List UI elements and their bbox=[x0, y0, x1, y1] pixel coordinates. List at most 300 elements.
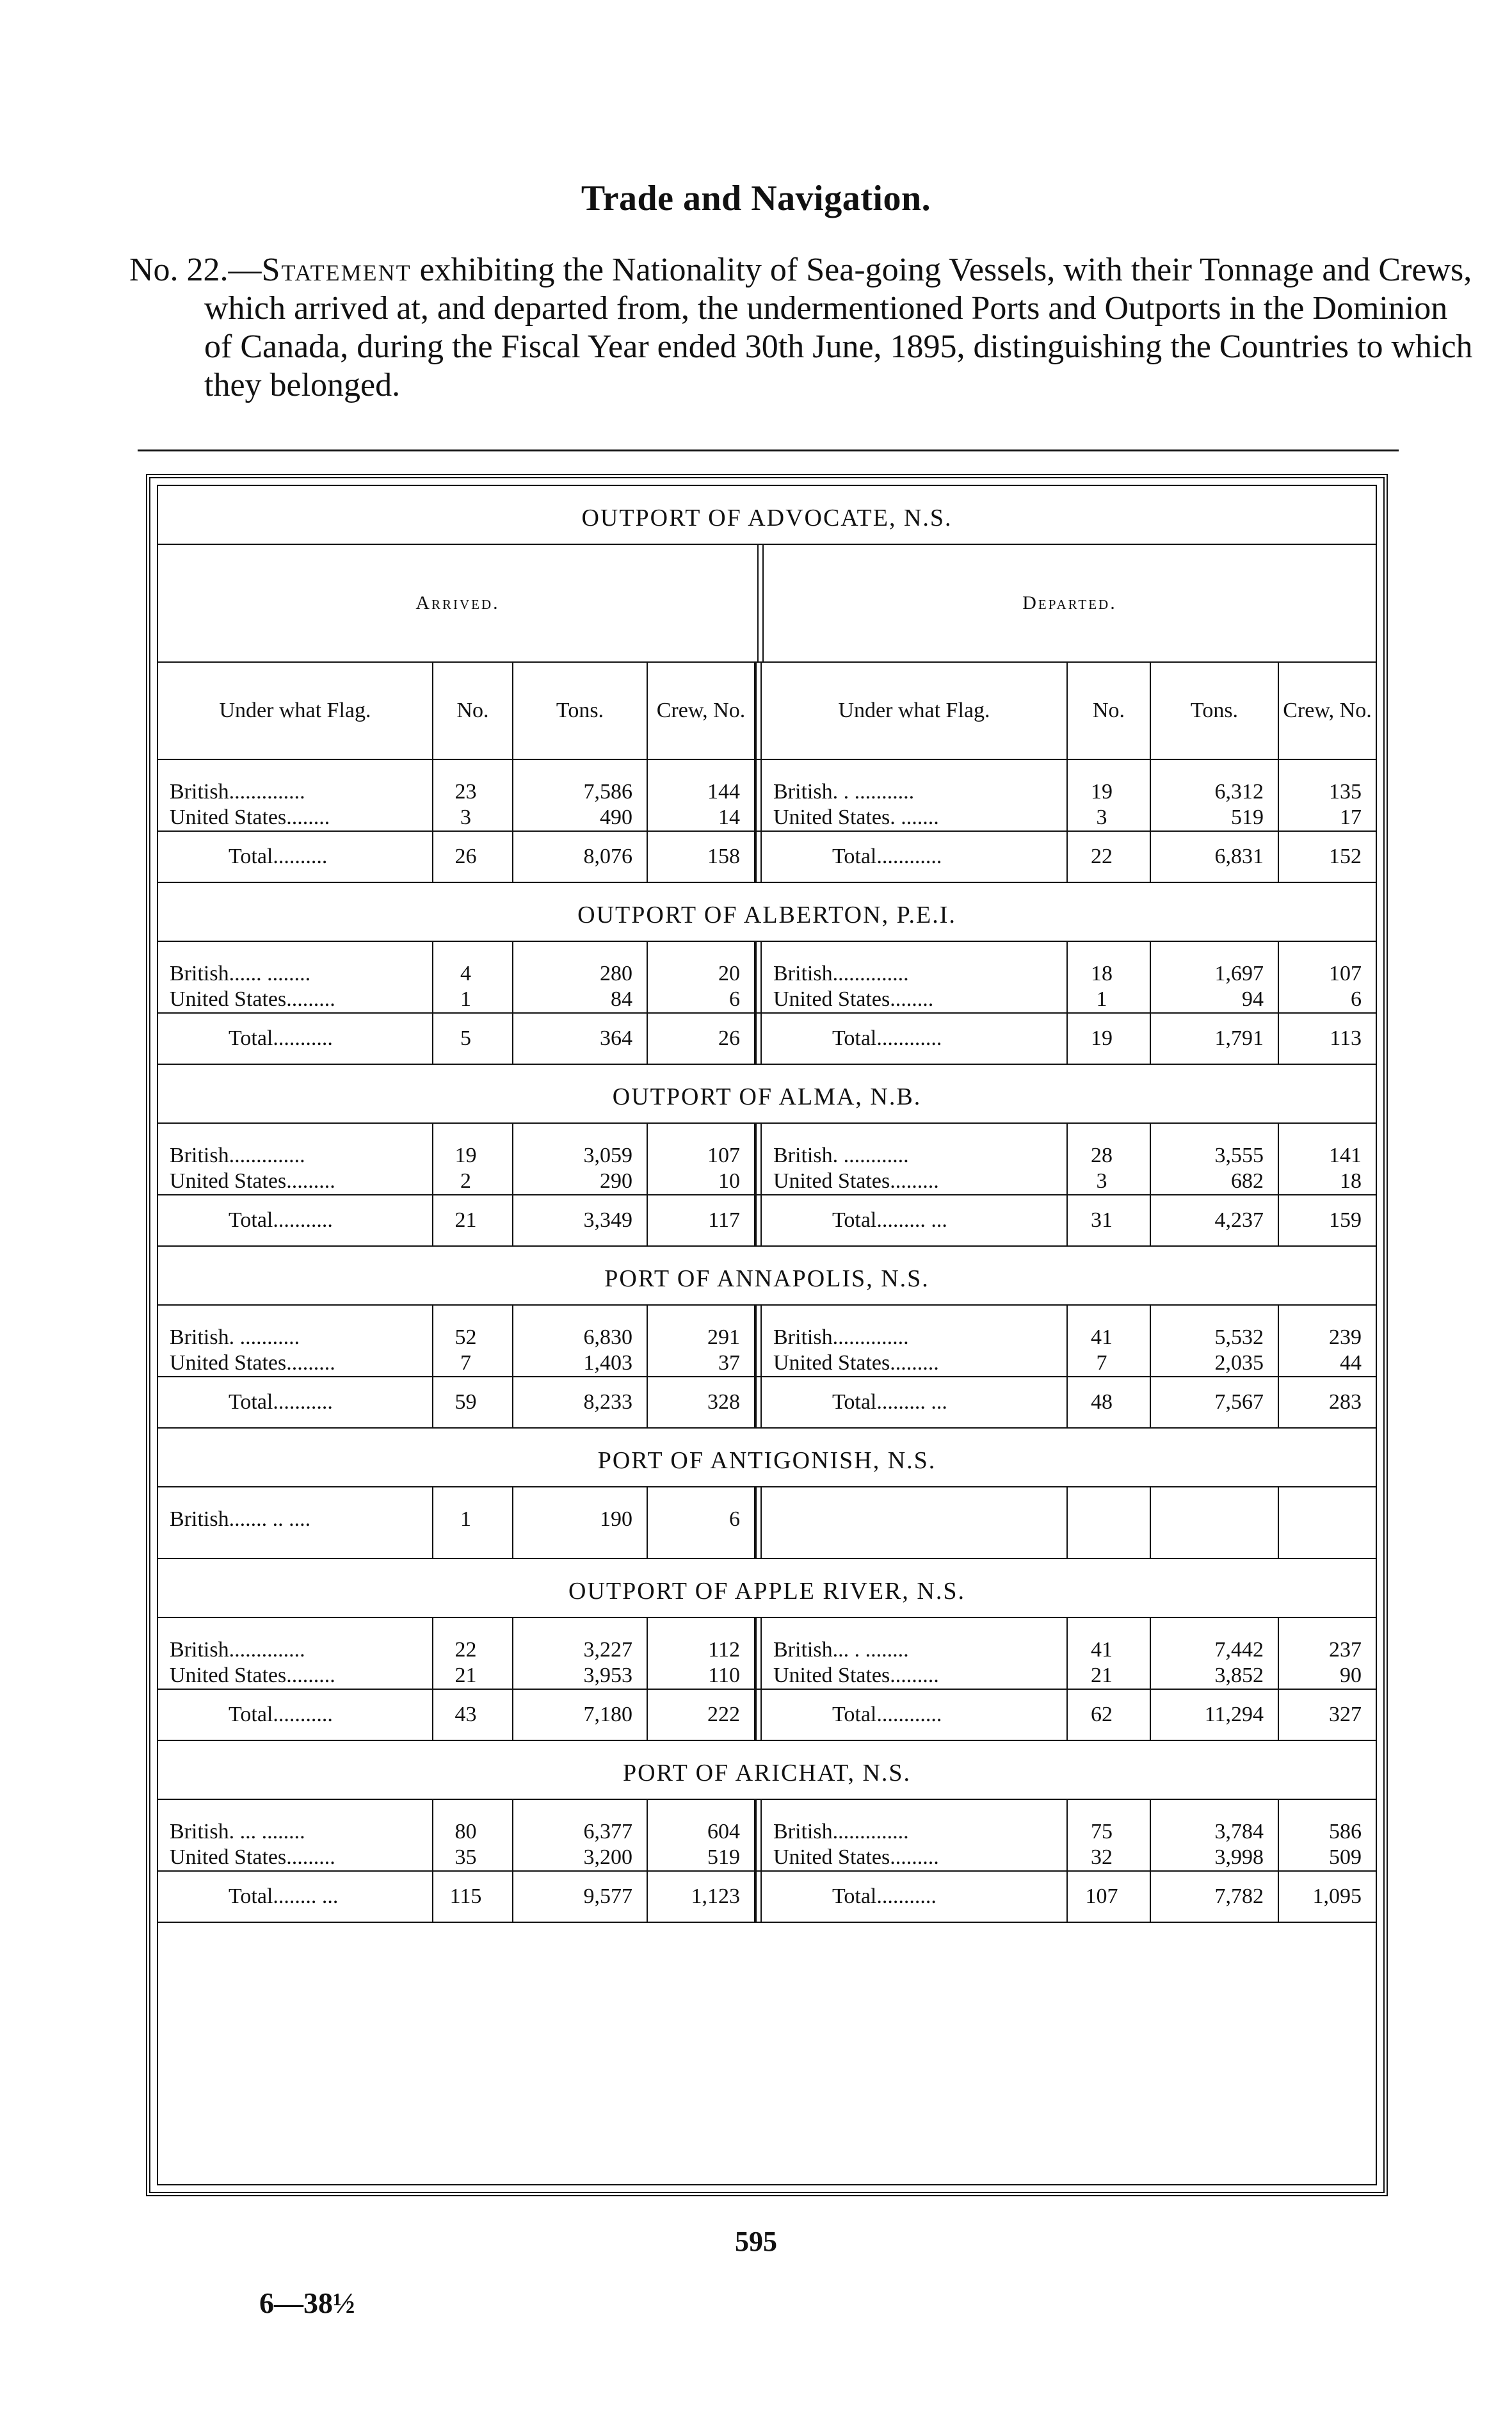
cell bbox=[158, 1618, 433, 1637]
port-title: PORT OF ANNAPOLIS, N.S. bbox=[158, 1247, 1376, 1306]
double-rule bbox=[755, 1169, 762, 1194]
arrived-total-label: Total........... bbox=[158, 1195, 433, 1245]
cell bbox=[1151, 1306, 1279, 1325]
double-rule bbox=[755, 1532, 762, 1558]
departed-tons-cell: 3,784 bbox=[1151, 1819, 1279, 1845]
cell bbox=[433, 1487, 513, 1507]
row-spacer bbox=[158, 760, 1376, 779]
departed-total-label: Total............ bbox=[762, 1690, 1068, 1740]
departed-total-crew: 159 bbox=[1329, 1208, 1362, 1232]
arrived-crew-cell: 6 bbox=[648, 987, 755, 1012]
cell bbox=[1151, 1800, 1279, 1819]
cell bbox=[762, 942, 1068, 961]
arrived-tons-cell: 490 bbox=[513, 805, 648, 830]
intro-rule bbox=[138, 450, 1399, 451]
departed-tons-cell: 3,998 bbox=[1151, 1845, 1279, 1870]
departed-crew-cell: 90 bbox=[1340, 1664, 1362, 1687]
cell bbox=[1068, 1800, 1151, 1819]
cell bbox=[648, 1487, 755, 1507]
arrived-tons-cell: 280 bbox=[513, 961, 648, 987]
departed-crew-cell: 44 bbox=[1340, 1351, 1362, 1375]
statement-intro bbox=[129, 251, 1475, 405]
port-block bbox=[158, 760, 1376, 883]
cell bbox=[1151, 1124, 1279, 1143]
cell bbox=[648, 1124, 755, 1143]
double-rule bbox=[755, 1377, 762, 1427]
double-rule bbox=[755, 987, 762, 1012]
arrived-no-cell: 23 bbox=[433, 779, 513, 805]
cell bbox=[158, 1800, 433, 1819]
arrived-total-tons: 364 bbox=[513, 1014, 648, 1064]
arrived-total-tons: 3,349 bbox=[513, 1195, 648, 1245]
double-rule bbox=[755, 1663, 762, 1689]
arrived-total-tons: 7,180 bbox=[513, 1690, 648, 1740]
departed-tons-cell: 3,555 bbox=[1151, 1143, 1279, 1169]
cell bbox=[648, 942, 755, 961]
cell bbox=[158, 942, 433, 961]
row-spacer bbox=[158, 1800, 1376, 1819]
departed-total-no: 31 bbox=[1068, 1195, 1151, 1245]
arrived-total-no: 26 bbox=[433, 832, 513, 882]
departed-total-tons: 7,782 bbox=[1151, 1872, 1279, 1922]
arrived-no-cell: 35 bbox=[433, 1845, 513, 1870]
double-rule bbox=[755, 1690, 762, 1740]
arrived-total-no: 43 bbox=[433, 1690, 513, 1740]
departed-total-no: 107 bbox=[1068, 1872, 1151, 1922]
cell bbox=[433, 1618, 513, 1637]
arrived-tons-cell: 190 bbox=[513, 1507, 648, 1532]
cell bbox=[762, 1306, 1068, 1325]
departed-tons-cell: 5,532 bbox=[1151, 1325, 1279, 1350]
port-block bbox=[158, 1124, 1376, 1247]
departed-tons-cell: 3,852 bbox=[1151, 1663, 1279, 1689]
total-row bbox=[158, 1194, 1376, 1245]
departed-no-cell: 21 bbox=[1068, 1663, 1151, 1689]
arrived-no-cell: 1 bbox=[433, 987, 513, 1012]
departed-total-crew: 327 bbox=[1329, 1703, 1362, 1726]
arrived-flag-cell: British....... .. .... bbox=[158, 1507, 433, 1532]
departed-total-crew: 1,095 bbox=[1312, 1884, 1362, 1908]
double-rule bbox=[755, 1487, 762, 1507]
cell bbox=[158, 1124, 433, 1143]
arrived-tons-cell: 3,227 bbox=[513, 1637, 648, 1663]
cell bbox=[1279, 1532, 1376, 1558]
cell bbox=[158, 760, 433, 779]
arrived-crew-cell: 110 bbox=[648, 1663, 755, 1689]
cell bbox=[1068, 1487, 1151, 1507]
departed-crew-cell: 239 bbox=[1329, 1325, 1362, 1349]
arrived-total-crew: 117 bbox=[648, 1195, 755, 1245]
cell bbox=[158, 1306, 433, 1325]
arrived-total-tons: 8,233 bbox=[513, 1377, 648, 1427]
departed-no-cell: 1 bbox=[1068, 987, 1151, 1012]
arrived-total-no: 21 bbox=[433, 1195, 513, 1245]
table-row bbox=[158, 961, 1376, 987]
arrived-flag-cell: British.............. bbox=[158, 1637, 433, 1663]
departed-tons-cell: 519 bbox=[1151, 805, 1279, 830]
departed-crew-cell: 586 bbox=[1329, 1820, 1362, 1843]
departed-crew-cell: 18 bbox=[1340, 1169, 1362, 1193]
port-block bbox=[158, 1306, 1376, 1429]
port-title: OUTPORT OF ALBERTON, P.E.I. bbox=[158, 883, 1376, 942]
arrived-flag-cell: United States......... bbox=[158, 1350, 433, 1376]
cell bbox=[1279, 942, 1376, 961]
departed-no-cell: 32 bbox=[1068, 1845, 1151, 1870]
arrived-col-no: No. bbox=[433, 663, 513, 759]
double-rule bbox=[755, 1637, 762, 1663]
departed-flag-cell: British.............. bbox=[762, 1325, 1068, 1350]
arrived-tons-cell: 84 bbox=[513, 987, 648, 1012]
departed-total-no: 48 bbox=[1068, 1377, 1151, 1427]
departed-no-cell: 3 bbox=[1068, 805, 1151, 830]
total-row bbox=[158, 1012, 1376, 1064]
arrived-total-no: 59 bbox=[433, 1377, 513, 1427]
double-rule bbox=[755, 1872, 762, 1922]
departed-tons-cell: 94 bbox=[1151, 987, 1279, 1012]
table-row bbox=[158, 1325, 1376, 1350]
cell bbox=[433, 942, 513, 961]
arrived-crew-cell: 291 bbox=[648, 1325, 755, 1350]
departed-crew-cell: 17 bbox=[1340, 806, 1362, 829]
table-row bbox=[158, 1663, 1376, 1689]
departed-total-label: Total............ bbox=[762, 832, 1068, 882]
arrived-header: Arrived. bbox=[415, 592, 500, 613]
section-header-row bbox=[158, 545, 1376, 663]
departed-flag-cell: British. . ........... bbox=[762, 779, 1068, 805]
departed-total-tons: 7,567 bbox=[1151, 1377, 1279, 1427]
departed-crew-cell: 6 bbox=[1351, 987, 1362, 1011]
departed-no-cell: 41 bbox=[1068, 1325, 1151, 1350]
statement-text: exhibiting the Nationality of Sea-going Vessels, with their Tonnage and Crews, which arrived at, and departed from, the undermentioned Ports and Outports in the Dominion of Canada, during the Fiscal Year ended 30th June, 1895, distinguishing the Countries to which they belonged. bbox=[204, 252, 1473, 403]
statistics-table-frame bbox=[146, 474, 1388, 2196]
arrived-total-crew: 328 bbox=[648, 1377, 755, 1427]
arrived-tons-cell: 3,059 bbox=[513, 1143, 648, 1169]
arrived-flag-cell: United States......... bbox=[158, 1169, 433, 1194]
table-row bbox=[158, 1350, 1376, 1376]
departed-flag-cell: British.............. bbox=[762, 961, 1068, 987]
port-title: PORT OF ANTIGONISH, N.S. bbox=[158, 1429, 1376, 1487]
arrived-crew-cell: 20 bbox=[648, 961, 755, 987]
departed-tons-cell: 6,312 bbox=[1151, 779, 1279, 805]
cell bbox=[513, 1800, 648, 1819]
table-row bbox=[158, 987, 1376, 1012]
port-block bbox=[158, 942, 1376, 1065]
double-rule bbox=[755, 1306, 762, 1325]
departed-total-label: Total............ bbox=[762, 1014, 1068, 1064]
double-rule bbox=[755, 1819, 762, 1845]
cell bbox=[158, 1487, 433, 1507]
arrived-flag-cell: British. ........... bbox=[158, 1325, 433, 1350]
table-row bbox=[158, 805, 1376, 830]
departed-total-tons: 1,791 bbox=[1151, 1014, 1279, 1064]
page-heading: Trade and Navigation. bbox=[581, 179, 931, 218]
arrived-total-crew: 158 bbox=[648, 832, 755, 882]
double-rule bbox=[755, 1800, 762, 1819]
arrived-col-flag: Under what Flag. bbox=[158, 663, 433, 759]
arrived-flag-cell: British.............. bbox=[158, 1143, 433, 1169]
double-rule bbox=[755, 1507, 762, 1532]
arrived-crew-cell: 112 bbox=[648, 1637, 755, 1663]
arrived-no-cell: 80 bbox=[433, 1819, 513, 1845]
arrived-total-crew: 26 bbox=[648, 1014, 755, 1064]
arrived-crew-cell: 6 bbox=[648, 1507, 755, 1532]
arrived-tons-cell: 6,830 bbox=[513, 1325, 648, 1350]
departed-total-tons: 11,294 bbox=[1151, 1690, 1279, 1740]
departed-crew-cell: 237 bbox=[1329, 1638, 1362, 1662]
double-rule bbox=[755, 1143, 762, 1169]
port-title: PORT OF ARICHAT, N.S. bbox=[158, 1741, 1376, 1800]
departed-total-tons: 6,831 bbox=[1151, 832, 1279, 882]
departed-total-crew: 283 bbox=[1329, 1390, 1362, 1414]
port-title: OUTPORT OF APPLE RIVER, N.S. bbox=[158, 1559, 1376, 1618]
departed-tons-cell: 682 bbox=[1151, 1169, 1279, 1194]
cell bbox=[1279, 1124, 1376, 1143]
departed-flag-cell: United States......... bbox=[762, 1169, 1068, 1194]
arrived-no-cell: 2 bbox=[433, 1169, 513, 1194]
port-title: OUTPORT OF ADVOCATE, N.S. bbox=[158, 486, 1376, 545]
departed-total-tons: 4,237 bbox=[1151, 1195, 1279, 1245]
arrived-total-no: 5 bbox=[433, 1014, 513, 1064]
arrived-no-cell: 3 bbox=[433, 805, 513, 830]
arrived-total-label: Total........ ... bbox=[158, 1872, 433, 1922]
departed-total-crew: 152 bbox=[1329, 845, 1362, 868]
double-rule bbox=[755, 1195, 762, 1245]
cell bbox=[513, 1532, 648, 1558]
arrived-col-crew: Crew, No. bbox=[648, 663, 755, 759]
table-row bbox=[158, 1169, 1376, 1194]
arrived-crew-cell: 144 bbox=[648, 779, 755, 805]
arrived-tons-cell: 6,377 bbox=[513, 1819, 648, 1845]
cell bbox=[1151, 1618, 1279, 1637]
cell bbox=[1151, 1532, 1279, 1558]
departed-total-no: 19 bbox=[1068, 1014, 1151, 1064]
departed-total-label: Total......... ... bbox=[762, 1195, 1068, 1245]
departed-crew-cell: 509 bbox=[1329, 1845, 1362, 1869]
arrived-no-cell: 1 bbox=[433, 1507, 513, 1532]
departed-tons-cell: 1,697 bbox=[1151, 961, 1279, 987]
arrived-flag-cell: United States......... bbox=[158, 1663, 433, 1689]
arrived-flag-cell: British. ... ........ bbox=[158, 1819, 433, 1845]
double-rule bbox=[755, 1014, 762, 1064]
departed-flag-cell: United States......... bbox=[762, 1663, 1068, 1689]
double-rule bbox=[755, 832, 762, 882]
cell bbox=[648, 1306, 755, 1325]
printer-signature-mark: 6—38½ bbox=[259, 2287, 355, 2319]
departed-total-no: 62 bbox=[1068, 1690, 1151, 1740]
arrived-total-label: Total........... bbox=[158, 1690, 433, 1740]
arrived-crew-cell: 37 bbox=[648, 1350, 755, 1376]
cell bbox=[1151, 760, 1279, 779]
arrived-crew-cell: 14 bbox=[648, 805, 755, 830]
departed-flag-cell: United States........ bbox=[762, 987, 1068, 1012]
departed-tons-cell: 7,442 bbox=[1151, 1637, 1279, 1663]
table-row bbox=[158, 1819, 1376, 1845]
cell bbox=[1279, 1306, 1376, 1325]
arrived-total-tons: 8,076 bbox=[513, 832, 648, 882]
arrived-tons-cell: 3,200 bbox=[513, 1845, 648, 1870]
cell bbox=[1279, 1487, 1376, 1507]
statistics-table bbox=[157, 485, 1377, 2185]
arrived-total-label: Total.......... bbox=[158, 832, 433, 882]
double-rule bbox=[755, 779, 762, 805]
cell bbox=[513, 760, 648, 779]
total-row bbox=[158, 1870, 1376, 1922]
departed-col-no: No. bbox=[1068, 663, 1151, 759]
arrived-no-cell: 4 bbox=[433, 961, 513, 987]
cell bbox=[648, 1532, 755, 1558]
arrived-no-cell: 7 bbox=[433, 1350, 513, 1376]
arrived-total-label: Total........... bbox=[158, 1014, 433, 1064]
departed-crew-cell: 135 bbox=[1329, 780, 1362, 804]
departed-col-tons: Tons. bbox=[1151, 663, 1279, 759]
row-spacer bbox=[158, 1618, 1376, 1637]
departed-flag-cell: British. ............ bbox=[762, 1143, 1068, 1169]
port-title: OUTPORT OF ALMA, N.B. bbox=[158, 1065, 1376, 1124]
double-rule bbox=[755, 1845, 762, 1870]
table-row bbox=[158, 1143, 1376, 1169]
cell bbox=[648, 1618, 755, 1637]
cell bbox=[1068, 1532, 1151, 1558]
double-rule bbox=[757, 545, 764, 661]
departed-flag-cell: British.............. bbox=[762, 1819, 1068, 1845]
arrived-total-crew: 222 bbox=[648, 1690, 755, 1740]
row-spacer bbox=[158, 1306, 1376, 1325]
column-header-row bbox=[158, 663, 1376, 760]
double-rule bbox=[755, 760, 762, 779]
row-spacer bbox=[158, 1532, 1376, 1558]
arrived-no-cell: 22 bbox=[433, 1637, 513, 1663]
cell bbox=[1068, 942, 1151, 961]
cell bbox=[433, 1800, 513, 1819]
arrived-no-cell: 52 bbox=[433, 1325, 513, 1350]
departed-no-cell: 18 bbox=[1068, 961, 1151, 987]
arrived-crew-cell: 519 bbox=[648, 1845, 755, 1870]
departed-flag-cell bbox=[762, 1507, 1068, 1532]
departed-total-no: 22 bbox=[1068, 832, 1151, 882]
cell bbox=[1279, 1618, 1376, 1637]
port-block bbox=[158, 1487, 1376, 1559]
departed-flag-cell: United States......... bbox=[762, 1350, 1068, 1376]
departed-flag-cell: British... . ........ bbox=[762, 1637, 1068, 1663]
departed-header: Departed. bbox=[1022, 592, 1117, 613]
arrived-flag-cell: British...... ........ bbox=[158, 961, 433, 987]
double-rule bbox=[755, 663, 762, 759]
cell bbox=[433, 760, 513, 779]
row-spacer bbox=[158, 1487, 1376, 1507]
cell bbox=[158, 1532, 433, 1558]
cell bbox=[762, 1800, 1068, 1819]
row-spacer bbox=[158, 1124, 1376, 1143]
row-spacer bbox=[158, 942, 1376, 961]
departed-total-crew: 113 bbox=[1330, 1026, 1362, 1050]
cell bbox=[762, 1487, 1068, 1507]
arrived-crew-cell: 107 bbox=[648, 1143, 755, 1169]
double-rule bbox=[755, 1618, 762, 1637]
departed-no-cell: 7 bbox=[1068, 1350, 1151, 1376]
table-row bbox=[158, 1507, 1376, 1532]
table-row bbox=[158, 1637, 1376, 1663]
cell bbox=[1068, 1618, 1151, 1637]
departed-total-label: Total........... bbox=[762, 1872, 1068, 1922]
departed-no-cell: 75 bbox=[1068, 1819, 1151, 1845]
departed-col-flag: Under what Flag. bbox=[762, 663, 1068, 759]
departed-total-label: Total......... ... bbox=[762, 1377, 1068, 1427]
arrived-total-no: 115 bbox=[433, 1872, 513, 1922]
cell bbox=[762, 1532, 1068, 1558]
arrived-tons-cell: 7,586 bbox=[513, 779, 648, 805]
cell bbox=[513, 1618, 648, 1637]
arrived-flag-cell: United States......... bbox=[158, 987, 433, 1012]
double-rule bbox=[755, 961, 762, 987]
table-row bbox=[158, 779, 1376, 805]
arrived-total-label: Total........... bbox=[158, 1377, 433, 1427]
departed-crew-cell bbox=[1279, 1507, 1376, 1532]
arrived-total-crew: 1,123 bbox=[648, 1872, 755, 1922]
cell bbox=[1068, 1306, 1151, 1325]
departed-no-cell: 28 bbox=[1068, 1143, 1151, 1169]
table-row bbox=[158, 1845, 1376, 1870]
statement-number: No. 22.— bbox=[129, 252, 262, 288]
departed-no-cell: 19 bbox=[1068, 779, 1151, 805]
departed-tons-cell bbox=[1151, 1507, 1279, 1532]
cell bbox=[513, 942, 648, 961]
double-rule bbox=[755, 942, 762, 961]
arrived-tons-cell: 3,953 bbox=[513, 1663, 648, 1689]
cell bbox=[648, 760, 755, 779]
arrived-total-tons: 9,577 bbox=[513, 1872, 648, 1922]
cell bbox=[1151, 942, 1279, 961]
arrived-no-cell: 21 bbox=[433, 1663, 513, 1689]
arrived-flag-cell: United States......... bbox=[158, 1845, 433, 1870]
double-rule bbox=[755, 1325, 762, 1350]
departed-flag-cell: United States. ....... bbox=[762, 805, 1068, 830]
cell bbox=[1151, 1487, 1279, 1507]
departed-flag-cell: United States......... bbox=[762, 1845, 1068, 1870]
port-block bbox=[158, 1800, 1376, 1923]
page-number: 595 bbox=[735, 2226, 777, 2257]
departed-crew-cell: 107 bbox=[1329, 962, 1362, 985]
arrived-tons-cell: 290 bbox=[513, 1169, 648, 1194]
arrived-crew-cell: 10 bbox=[648, 1169, 755, 1194]
cell bbox=[762, 1124, 1068, 1143]
total-row bbox=[158, 1689, 1376, 1740]
arrived-no-cell: 19 bbox=[433, 1143, 513, 1169]
statement-lead: Statement bbox=[261, 252, 412, 288]
port-block bbox=[158, 1618, 1376, 1741]
arrived-crew-cell: 604 bbox=[648, 1819, 755, 1845]
total-row bbox=[158, 1376, 1376, 1427]
double-rule bbox=[755, 805, 762, 830]
departed-no-cell bbox=[1068, 1507, 1151, 1532]
cell bbox=[433, 1532, 513, 1558]
departed-col-crew: Crew, No. bbox=[1283, 699, 1372, 722]
departed-crew-cell: 141 bbox=[1329, 1144, 1362, 1167]
departed-no-cell: 41 bbox=[1068, 1637, 1151, 1663]
departed-tons-cell: 2,035 bbox=[1151, 1350, 1279, 1376]
cell bbox=[433, 1124, 513, 1143]
cell bbox=[762, 1618, 1068, 1637]
cell bbox=[513, 1487, 648, 1507]
cell bbox=[1068, 760, 1151, 779]
cell bbox=[513, 1306, 648, 1325]
arrived-flag-cell: United States........ bbox=[158, 805, 433, 830]
arrived-flag-cell: British.............. bbox=[158, 779, 433, 805]
cell bbox=[648, 1800, 755, 1819]
cell bbox=[513, 1124, 648, 1143]
cell bbox=[1068, 1124, 1151, 1143]
departed-no-cell: 3 bbox=[1068, 1169, 1151, 1194]
cell bbox=[1279, 760, 1376, 779]
